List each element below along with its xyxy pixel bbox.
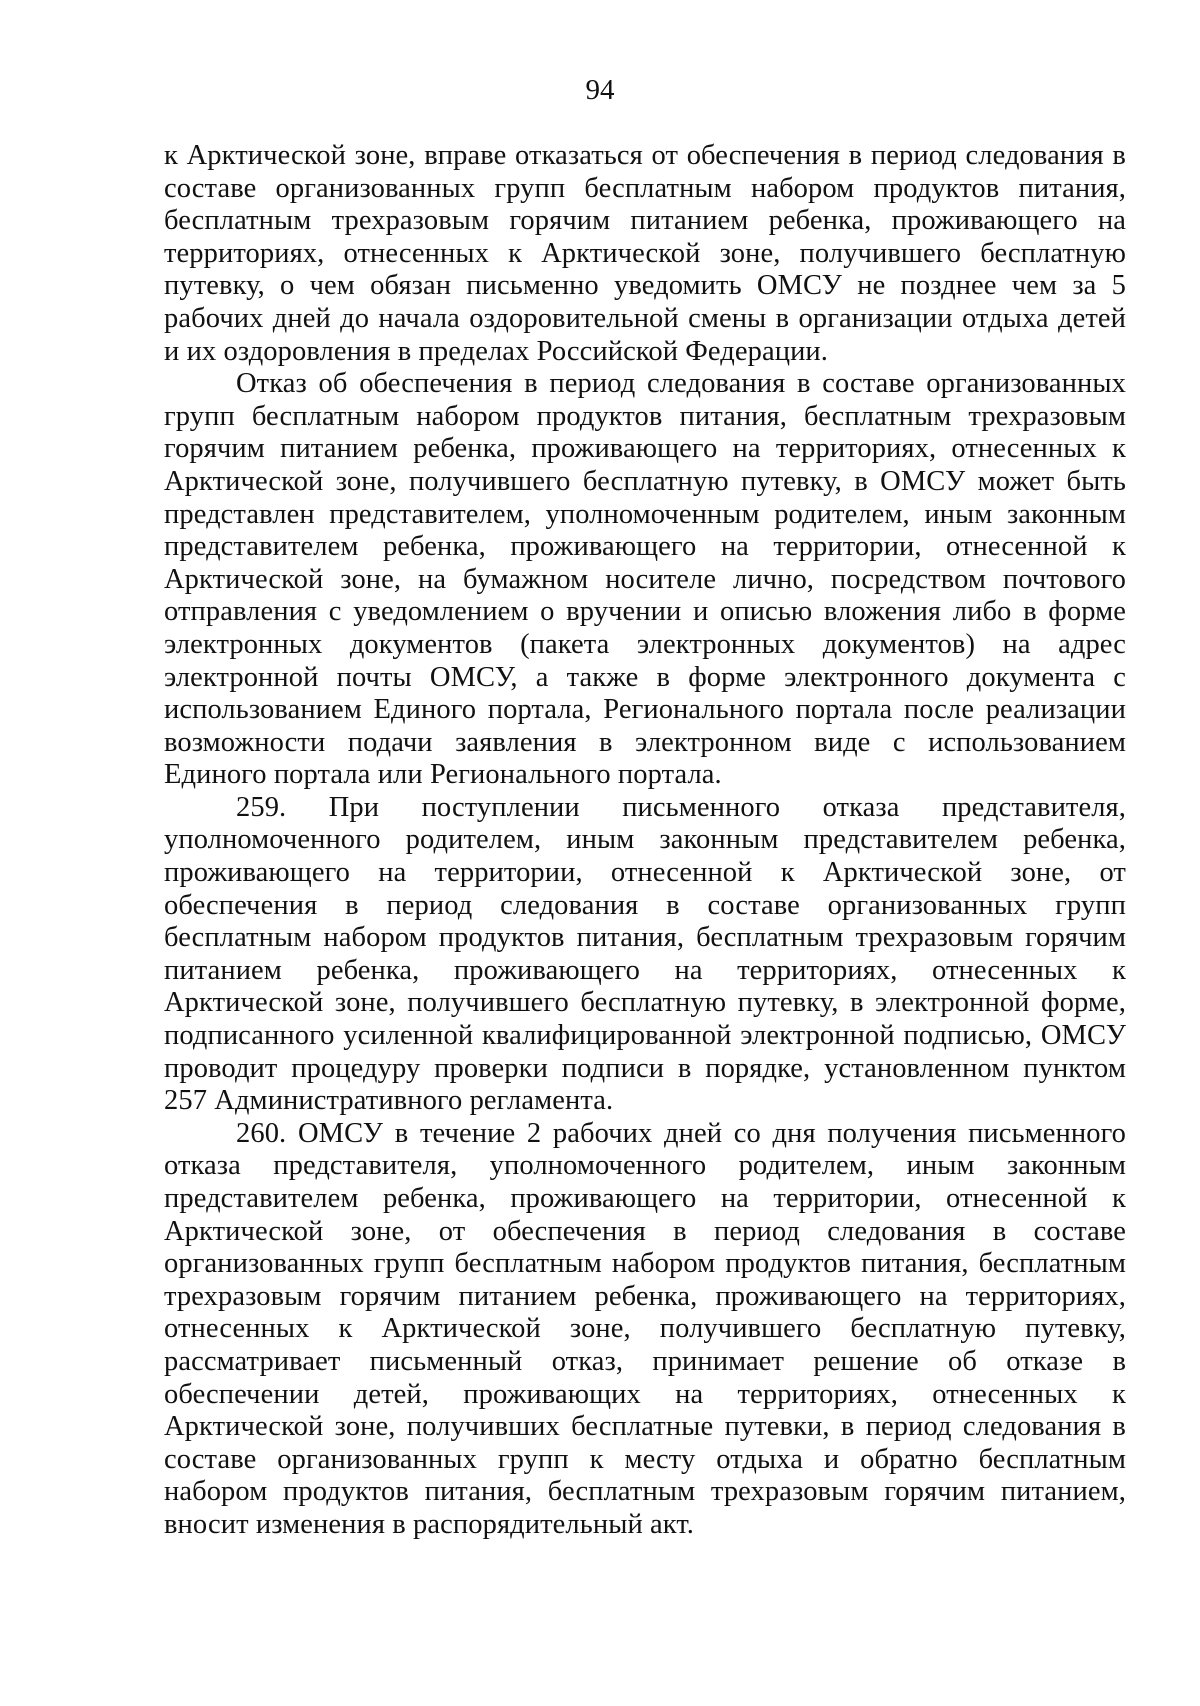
page-number: 94 bbox=[585, 74, 615, 106]
paragraph-refusal: Отказ об обеспечения в период следования в составе организованных групп бесплатным набором продуктов питания, бесплатным трехразовым горячим питанием ребенка, проживающего на территориях, отнесенных к Арктической зоне, получившего бесплатную путевку, в ОМСУ может быть представлен представителем, уполномоченным родителем, иным законным представителем ребенка, проживающего на территории, отнесенной к Арктической зоне, на бумажном носителе лично, посредством почтового отправления с уведомлением о вручении и описью вложения либо в форме электронных документов (пакета электронных документов) на адрес электронной почты ОМСУ, а также в форме электронного документа с использованием Единого портала, Регионального портала после реализации возможности подачи заявления в электронном виде с использованием Единого портала или Регионального портала. bbox=[164, 368, 1126, 791]
paragraph-259: 259. При поступлении письменного отказа представителя, уполномоченного родителем, иным законным представителем ребенка, проживающего на территории, отнесенной к Арктической зоне, от обеспечения в период следования в составе организованных групп бесплатным набором продуктов питания, бесплатным трехразовым горячим питанием ребенка, проживающего на территориях, отнесенных к Арктической зоне, получившего бесплатную путевку, в электронной форме, подписанного усиленной квалифицированной электронной подписью, ОМСУ проводит процедуру проверки подписи в порядке, установленном пунктом 257 Административного регламента. bbox=[164, 791, 1126, 1117]
paragraph-260: 260. ОМСУ в течение 2 рабочих дней со дня получения письменного отказа представителя, уполномоченного родителем, иным законным представителем ребенка, проживающего на территории, отнесенной к Арктической зоне, от обеспечения в период следования в составе организованных групп бесплатным набором продуктов питания, бесплатным трехразовым горячим питанием ребенка, проживающего на территориях, отнесенных к Арктической зоне, получившего бесплатную путевку, рассматривает письменный отказ, принимает решение об отказе в обеспечении детей, проживающих на территориях, отнесенных к Арктической зоне, получивших бесплатные путевки, в период следования в составе организованных групп к месту отдыха и обратно бесплатным набором продуктов питания, бесплатным трехразовым горячим питанием, вносит изменения в распорядительный акт. bbox=[164, 1117, 1126, 1540]
document-body bbox=[164, 140, 1126, 1542]
paragraph-continuation: к Арктической зоне, вправе отказаться от обеспечения в период следования в составе организованных групп бесплатным набором продуктов питания, бесплатным трехразовым горячим питанием ребенка, проживающего на территориях, отнесенных к Арктической зоне, получившего бесплатную путевку, о чем обязан письменно уведомить ОМСУ не позднее чем за 5 рабочих дней до начала оздоровительной смены в организации отдыха детей и их оздоровления в пределах Российской Федерации. bbox=[164, 140, 1126, 367]
